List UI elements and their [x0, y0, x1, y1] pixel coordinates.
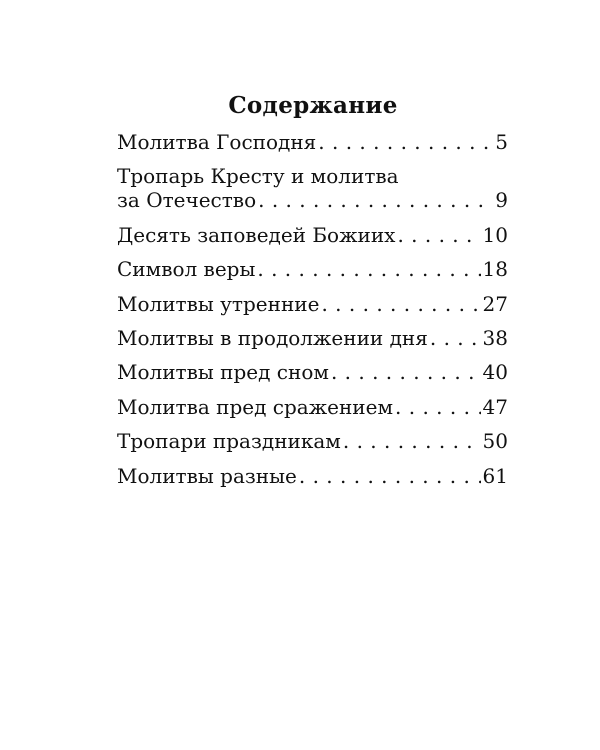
toc-entry-page: 47 [482, 394, 508, 419]
dot-leader [395, 395, 481, 419]
toc-entry-label: Молитвы утренние [117, 291, 320, 316]
toc-entry-label: Молитвы пред сном [117, 360, 329, 385]
table-of-contents [117, 130, 508, 498]
dot-leader [430, 326, 481, 350]
toc-entry-page: 5 [495, 130, 508, 154]
toc-entry-page: 10 [482, 222, 508, 247]
toc-entry-molitvy-utrennie[interactable] [117, 292, 508, 316]
toc-entry-label-continued: за Отечество [117, 188, 257, 213]
dot-leader [257, 257, 480, 281]
toc-entry-molitvy-raznye[interactable] [117, 464, 508, 488]
page-title: Содержание [228, 92, 398, 119]
toc-entry-label: Молитвы разные [117, 463, 297, 488]
toc-entry-molitvy-pred-snom[interactable] [117, 360, 508, 384]
toc-entry-label: Тропарь Кресту и молитва [117, 164, 399, 189]
toc-entry-molitva-pred-srazheniem[interactable] [117, 395, 508, 419]
dot-leader [299, 464, 481, 488]
toc-entry-label: Тропари праздникам [117, 429, 341, 454]
toc-entry-page: 38 [482, 325, 508, 350]
toc-entry-simvol-very[interactable] [117, 257, 508, 281]
toc-entry-label: Символ веры [117, 257, 256, 282]
dot-leader [318, 130, 493, 154]
toc-entry-molitva-gospodnya[interactable] [117, 130, 508, 154]
dot-leader [343, 429, 481, 453]
toc-entry-line-2 [117, 188, 508, 212]
toc-entry-page: 9 [495, 188, 508, 213]
dot-leader [331, 360, 481, 384]
toc-entry-label: Молитвы в продолжении дня [117, 325, 428, 350]
toc-entry-page: 18 [482, 257, 508, 282]
toc-entry-molitvy-v-prodolzhenii-dnya[interactable] [117, 326, 508, 350]
toc-entry-line-1 [117, 164, 508, 188]
toc-entry-label: Десять заповедей Божиих [117, 222, 396, 247]
toc-entry-label: Молитва пред сражением [117, 394, 394, 419]
toc-entry-label: Молитва Господня [117, 130, 317, 154]
toc-entry-page: 50 [482, 429, 508, 454]
toc-entry-page: 61 [482, 463, 508, 488]
toc-entry-page: 27 [482, 291, 508, 316]
toc-entry-tropari-prazdnikam[interactable] [117, 429, 508, 453]
dot-leader [397, 223, 480, 247]
dot-leader [321, 292, 480, 316]
toc-entry-desyat-zapovedey[interactable] [117, 223, 508, 247]
dot-leader [258, 188, 493, 212]
toc-entry-tropar-krestu[interactable] [117, 164, 508, 212]
toc-entry-page: 40 [482, 360, 508, 385]
